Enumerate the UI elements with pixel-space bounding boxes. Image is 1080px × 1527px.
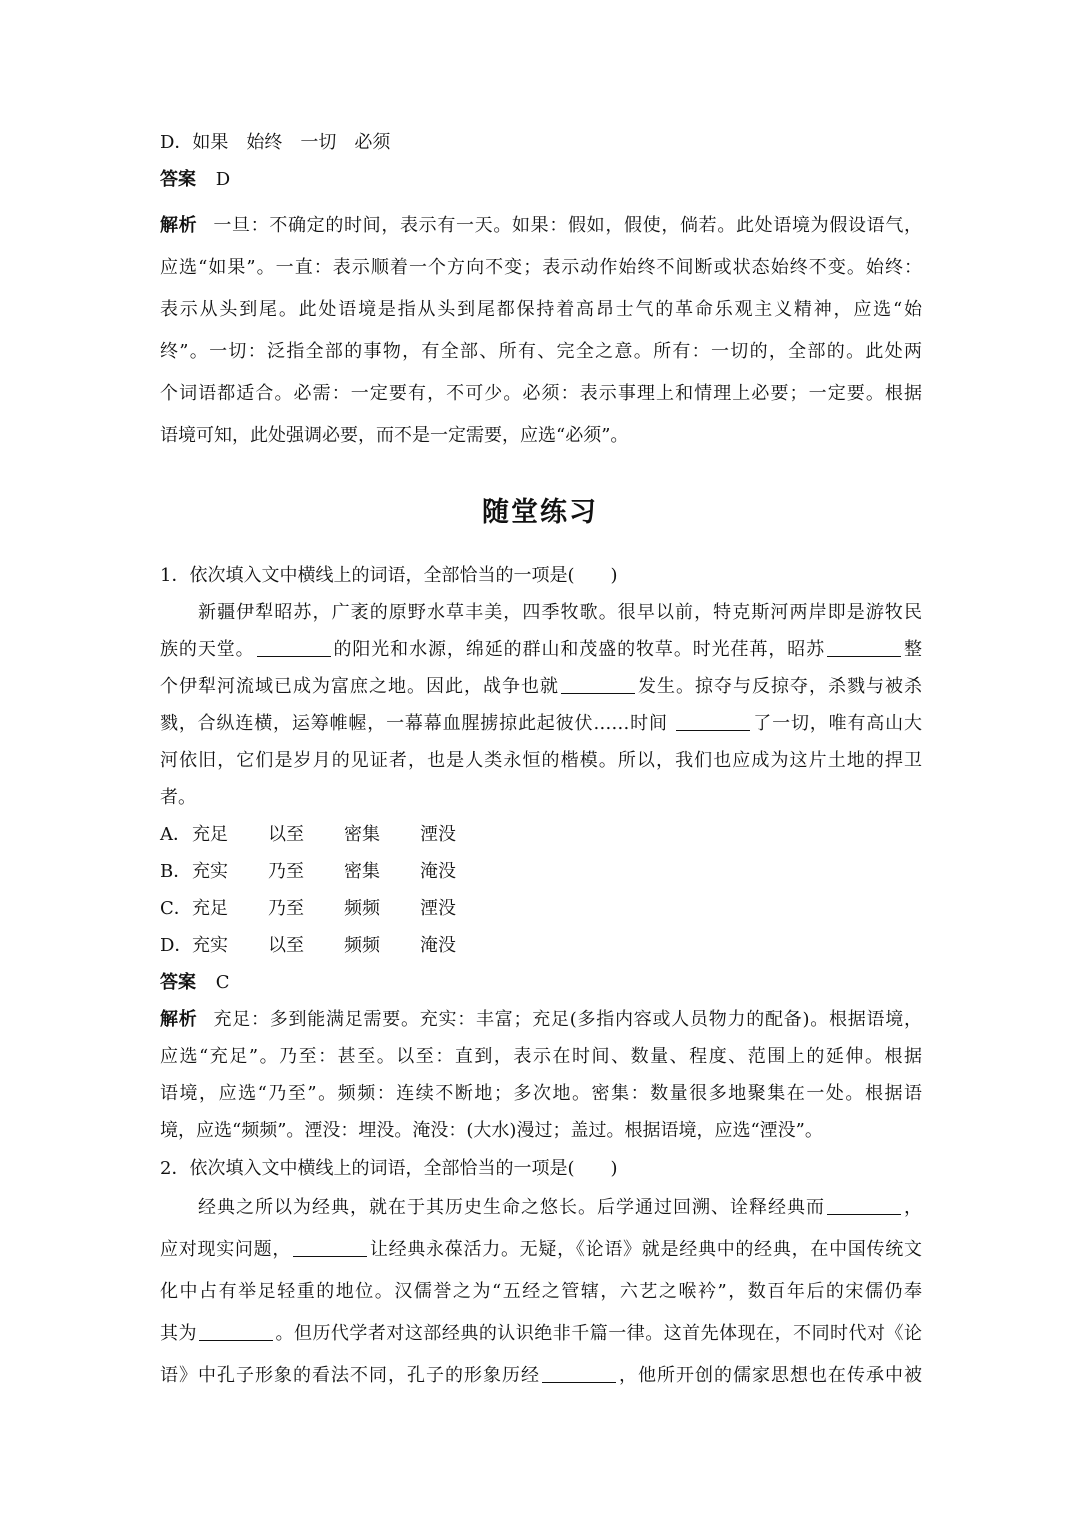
question-stem: 1．依次填入文中横线上的词语，全部恰当的一项是( ) (160, 565, 618, 586)
answer-value: D (215, 169, 231, 190)
answer-label: 答案 (160, 169, 196, 190)
fill-blank (293, 1234, 367, 1257)
passage-line: 其为 。但历代学者对这部经典的认识绝非千篇一律。这首先体现在，不同时代对《论 (160, 1313, 922, 1355)
passage-line: 者。 (160, 787, 196, 808)
passage-line: 个伊犁河流域已成为富庶之地。因此，战争也就 发生。掠夺与反掠夺，杀戮与被杀 (160, 668, 922, 705)
analysis (160, 1001, 922, 1149)
analysis-line: 解析 一旦：不确定的时间，表示有一天。如果：假如，假使，倘若。此处语境为假设语气， (160, 215, 922, 236)
question-stem: 2．依次填入文中横线上的词语，全部恰当的一项是( ) (160, 1158, 618, 1179)
passage-line: 语》中孔子形象的看法不同，孔子的形象历经 ，他所开创的儒家思想也在传承中被 (160, 1355, 922, 1397)
question-2 (160, 1150, 922, 1397)
analysis-line: 语境，应选“乃至”。频频：连续不断地；多次地。密集：数量很多地聚集在一处。根据语 (160, 1083, 922, 1104)
analysis-line: 个词语都适合。必需：一定要有，不可少。必须：表示事理上和情理上必要；一定要。根据 (160, 383, 922, 404)
option-d: D．如果 始终 一切 必须 (160, 132, 391, 153)
fill-blank (676, 708, 750, 731)
analysis-line: 解析 充足：多到能满足需要。充实：丰富；充足(多指内容或人员物力的配备)。根据语境， (160, 1009, 922, 1030)
question-passage (160, 594, 922, 816)
passage-line: 化中占有举足轻重的地位。汉儒誉之为“五经之管辖，六艺之喉衿”，数百年后的宋儒仍奉 (160, 1281, 922, 1302)
fill-blank (827, 1192, 901, 1215)
fill-blank (561, 671, 635, 694)
answer-value: C (215, 972, 230, 993)
analysis-line: 语境可知，此处强调必要，而不是一定需要，应选“必须”。 (160, 425, 629, 446)
answer-label: 答案 (160, 972, 196, 993)
fill-blank (827, 634, 901, 657)
option-b: B． 充实 乃至 密集 淹没 (160, 861, 456, 882)
analysis (160, 205, 922, 457)
analysis-line: 境，应选“频频”。湮没：埋没。淹没：(大水)漫过；盖过。根据语境，应选“湮没”。 (160, 1120, 823, 1141)
answer-line (160, 161, 922, 198)
option-c: C． 充足 乃至 频频 湮没 (160, 898, 456, 919)
options-list (160, 816, 922, 964)
option-a: A． 充足 以至 密集 湮没 (160, 824, 456, 845)
question-passage (160, 1187, 922, 1397)
passage-line: 应对现实问题， 让经典永葆活力。无疑，《论语》就是经典中的经典，在中国传统文 (160, 1229, 922, 1271)
passage-line: 族的天堂。 的阳光和水源，绵延的群山和茂盛的牧草。时光荏苒，昭苏 整 (160, 631, 922, 668)
analysis-line: 表示从头到尾。此处语境是指从头到尾都保持着高昂士气的革命乐观主义精神，应选“始 (160, 299, 922, 320)
previous-question-tail (160, 124, 922, 457)
analysis-line: 应选“如果”。一直：表示顺着一个方向不变；表示动作始终不间断或状态始终不变。始终： (160, 257, 922, 278)
passage-line: 新疆伊犁昭苏，广袤的原野水草丰美，四季牧歌。很早以前，特克斯河两岸即是游牧民 (198, 602, 922, 623)
question-1 (160, 557, 922, 1149)
answer-line (160, 964, 922, 1001)
passage-line: 戮，合纵连横，运筹帷幄，一幕幕血腥掳掠此起彼伏……时间 了一切，唯有高山大 (160, 705, 922, 742)
fill-blank (542, 1360, 616, 1383)
passage-line: 河依旧，它们是岁月的见证者，也是人类永恒的楷模。所以，我们也应成为这片土地的捍卫 (160, 750, 922, 771)
fill-blank (257, 634, 331, 657)
analysis-label: 解析 (160, 1009, 198, 1030)
passage-line: 经典之所以为经典，就在于其历史生命之悠长。后学通过回溯、诠释经典而 ， (160, 1187, 922, 1229)
analysis-line: 终”。一切：泛指全部的事物，有全部、所有、完全之意。所有：一切的，全部的。此处两 (160, 341, 922, 362)
section-title: 随堂练习 (482, 497, 598, 528)
analysis-label: 解析 (160, 215, 198, 236)
fill-blank (199, 1318, 273, 1341)
option-d: D． 充实 以至 频频 淹没 (160, 935, 456, 956)
analysis-line: 应选“充足”。乃至：甚至。以至：直到，表示在时间、数量、程度、范围上的延伸。根据 (160, 1046, 922, 1067)
